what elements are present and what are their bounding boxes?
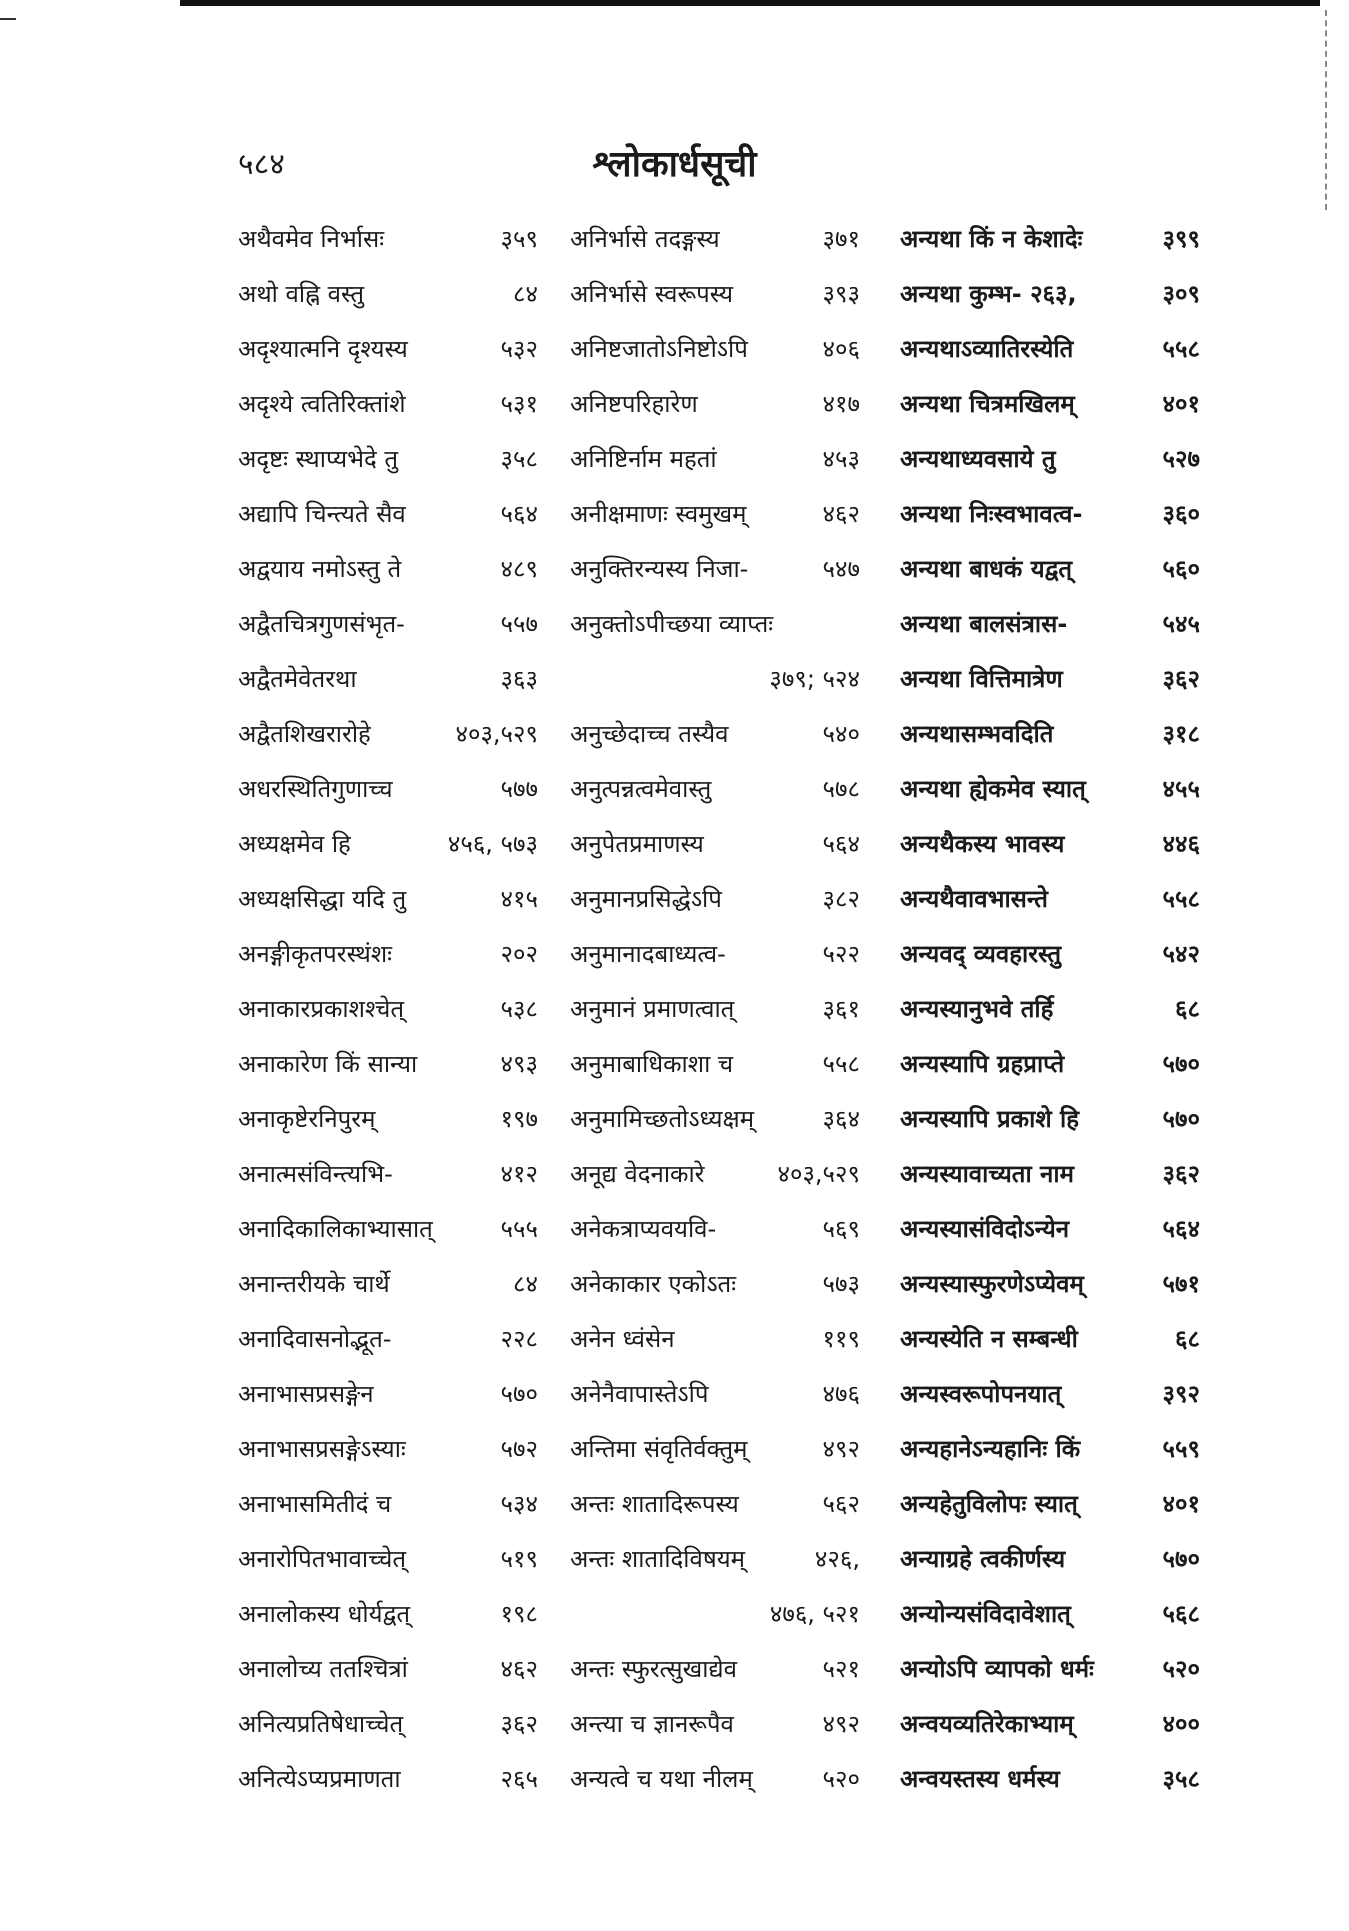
verse-text: अनिष्टिर्नाम महतां <box>570 445 717 473</box>
verse-text: अन्यथाऽव्यातिरस्येति <box>900 335 1074 363</box>
verse-text: अन्तः शातादिरूपस्य <box>570 1490 739 1518</box>
verse-text: अनिष्टजातोऽनिष्टोऽपि <box>570 335 748 363</box>
verse-text: अनेकत्राप्यवयवि- <box>570 1215 717 1243</box>
verse-text: अधरस्थितिगुणाच्च <box>238 775 393 803</box>
verse-text: अन्याग्रहे त्वकीर्णस्य <box>900 1545 1066 1573</box>
index-entry <box>900 1762 1200 1817</box>
index-entry <box>238 1267 538 1322</box>
verse-text: अन्यथासम्भवदिति <box>900 720 1054 748</box>
page-reference: ३६२ <box>500 1710 538 1738</box>
index-entry <box>570 1652 860 1707</box>
verse-text: अन्त्या च ज्ञानरूपैव <box>570 1710 734 1738</box>
index-entry <box>238 497 538 552</box>
page-reference: ५६४ <box>500 500 538 528</box>
index-entry <box>900 1542 1200 1597</box>
index-entry <box>238 442 538 497</box>
page-reference: ५४० <box>822 720 860 748</box>
index-entry <box>900 332 1200 387</box>
page-reference: ११९ <box>822 1325 860 1353</box>
index-entry <box>238 332 538 387</box>
index-entry <box>238 222 538 277</box>
index-entry <box>900 1322 1200 1377</box>
verse-text: अद्वयाय नमोऽस्तु ते <box>238 555 402 583</box>
index-entry <box>570 1762 860 1817</box>
verse-text: अन्यत्वे च यथा नीलम् <box>570 1765 753 1793</box>
index-entry <box>570 1267 860 1322</box>
page-reference: ३१८ <box>1162 720 1200 748</box>
index-entry <box>900 1432 1200 1487</box>
verse-text: अध्यक्षमेव हि <box>238 830 351 858</box>
verse-text: अन्यथा बाधकं यद्वत् <box>900 555 1073 583</box>
page-reference: ३६३ <box>500 665 538 693</box>
index-entry <box>570 1102 860 1157</box>
verse-text: अनान्तरीयके चार्थे <box>238 1270 390 1298</box>
verse-text: अन्तः स्फुरत्सुखाद्येव <box>570 1655 737 1683</box>
index-entry <box>570 277 860 332</box>
index-entry <box>900 992 1200 1047</box>
page-reference: ४१७ <box>822 390 860 418</box>
page-reference: ८४ <box>513 1270 538 1298</box>
verse-text: अन्वयस्तस्य धर्मस्य <box>900 1765 1060 1793</box>
index-entry <box>238 1322 538 1377</box>
index-entry <box>238 827 538 882</box>
verse-text: अनारोपितभावाच्चेत् <box>238 1545 407 1573</box>
page-reference: ४०३,५२९ <box>455 720 538 748</box>
page-reference: ५४७ <box>822 555 860 583</box>
index-entry <box>238 552 538 607</box>
index-entry <box>900 1652 1200 1707</box>
index-entry <box>570 1047 860 1102</box>
index-column-2 <box>570 222 860 1817</box>
verse-text: अनाकृष्टेरनिपुरम् <box>238 1105 376 1133</box>
verse-text: अनुमानं प्रमाणत्वात् <box>570 995 735 1023</box>
verse-text: अन्यस्येति न सम्बन्धी <box>900 1325 1078 1353</box>
index-entry <box>238 1102 538 1157</box>
page-reference: ४५६, ५७३ <box>447 830 538 858</box>
page-reference: ४०३,५२९ <box>777 1160 860 1188</box>
index-entry <box>570 662 860 717</box>
index-entry <box>900 607 1200 662</box>
verse-text: अनिर्भासे स्वरूपस्य <box>570 280 734 308</box>
page-reference: ३५८ <box>500 445 538 473</box>
page-reference: ५२० <box>1162 1655 1200 1683</box>
verse-text: अन्यथा निःस्वभावत्व- <box>900 500 1083 528</box>
page-reference: ८४ <box>513 280 538 308</box>
page-reference: ६८ <box>1175 995 1200 1023</box>
page-reference: ५५८ <box>822 1050 860 1078</box>
index-entry <box>570 1212 860 1267</box>
verse-text: अन्तः शातादिविषयम् <box>570 1545 745 1573</box>
index-entry <box>238 1762 538 1817</box>
verse-text: अनाभासमितीदं च <box>238 1490 392 1518</box>
verse-text: अन्यथा किं न केशादेः <box>900 225 1083 253</box>
verse-text: अनिष्टपरिहारेण <box>570 390 698 418</box>
index-entry <box>238 937 538 992</box>
page-reference: ५५८ <box>1162 335 1200 363</box>
verse-text: अनाकारप्रकाशश्चेत् <box>238 995 405 1023</box>
verse-text: अनुक्तिरन्यस्य निजा- <box>570 555 749 583</box>
verse-text: अन्यस्यासंविदोऽन्येन <box>900 1215 1070 1243</box>
index-entry <box>900 937 1200 992</box>
verse-text: अनालोकस्य धोर्यद्वत् <box>238 1600 411 1628</box>
index-entry <box>570 1157 860 1212</box>
page-reference: ३८२ <box>822 885 860 913</box>
page-number: ५८४ <box>238 147 285 182</box>
verse-text: अनुमानादबाध्यत्व- <box>570 940 726 968</box>
page-reference: ४१५ <box>500 885 538 913</box>
page-reference: ५३२ <box>500 335 538 363</box>
page-reference: ४७६, ५२१ <box>769 1600 860 1628</box>
verse-text: अन्तिमा संवृतिर्वक्तुम् <box>570 1435 748 1463</box>
verse-text: अदृष्टः स्थाप्यभेदे तु <box>238 445 399 473</box>
page-reference: २०२ <box>500 940 538 968</box>
page-reference: ५४५ <box>1162 610 1200 638</box>
verse-text: अन्यथा चित्रमखिलम् <box>900 390 1075 418</box>
index-entry <box>570 222 860 277</box>
page-reference: ५६८ <box>1162 1600 1200 1628</box>
page-reference: ४०० <box>1162 1710 1200 1738</box>
page-reference: ४४६ <box>1162 830 1200 858</box>
verse-text: अनादिकालिकाभ्यासात् <box>238 1215 433 1243</box>
page-reference: ५६९ <box>822 1215 860 1243</box>
page-reference: ३७१ <box>822 225 860 253</box>
page-reference: ५३८ <box>500 995 538 1023</box>
index-entry <box>570 882 860 937</box>
index-column-1 <box>238 222 538 1817</box>
page-reference: ४७६ <box>822 1380 860 1408</box>
index-entry <box>238 882 538 937</box>
page-reference: २६५ <box>500 1765 538 1793</box>
verse-text: अथैवमेव निर्भासः <box>238 225 385 253</box>
index-entry <box>238 1597 538 1652</box>
page-reference: ५२७ <box>1162 445 1200 473</box>
verse-text: अनाकारेण किं सान्या <box>238 1050 418 1078</box>
verse-text: अन्यहानेऽन्यहानिः किं <box>900 1435 1081 1463</box>
page-reference: ५३१ <box>500 390 538 418</box>
index-entry <box>570 1542 860 1597</box>
verse-text: अनुमानप्रसिद्धेऽपि <box>570 885 722 913</box>
verse-text: अन्योऽपि व्यापको धर्मः <box>900 1655 1094 1683</box>
index-entry <box>900 1047 1200 1102</box>
verse-text: अद्वैतमेवेतरथा <box>238 665 357 693</box>
page-reference: ४६२ <box>500 1655 538 1683</box>
verse-text: अनुच्छेदाच्च तस्यैव <box>570 720 729 748</box>
index-entry <box>570 442 860 497</box>
index-entry <box>900 387 1200 442</box>
verse-text: अनात्मसंविन्त्यभि- <box>238 1160 393 1188</box>
index-entry <box>238 607 538 662</box>
page-reference: ३६१ <box>822 995 860 1023</box>
verse-text: अनेनैवापास्तेऽपि <box>570 1380 709 1408</box>
page-reference: ३६० <box>1162 500 1200 528</box>
index-entry <box>570 827 860 882</box>
page-reference: ५५९ <box>1162 1435 1200 1463</box>
page-reference: ५७० <box>1162 1545 1200 1573</box>
verse-text: अनेकाकार एकोऽतः <box>570 1270 737 1298</box>
verse-text: अन्यथैकस्य भावस्य <box>900 830 1065 858</box>
page-reference: ४०६ <box>822 335 860 363</box>
verse-text: अन्यवद् व्यवहारस्तु <box>900 940 1062 968</box>
page-reference: ३५९ <box>500 225 538 253</box>
index-entry <box>570 552 860 607</box>
page-reference: ५२० <box>822 1765 860 1793</box>
page-reference: ५६४ <box>1162 1215 1200 1243</box>
verse-text: अनुपेतप्रमाणस्य <box>570 830 704 858</box>
verse-text: अन्यस्यापि ग्रहप्राप्ते <box>900 1050 1065 1078</box>
index-entry <box>238 992 538 1047</box>
page-reference: ३०९ <box>1162 280 1200 308</box>
corner-mark <box>0 18 16 20</box>
verse-text: अन्यथा बालसंत्रास- <box>900 610 1068 638</box>
verse-text: अन्यस्वरूपोपनयात् <box>900 1380 1062 1408</box>
page-reference: ४५३ <box>822 445 860 473</box>
verse-text: अनालोच्य ततश्चित्रां <box>238 1655 408 1683</box>
index-entry <box>238 387 538 442</box>
verse-text: अद्यापि चिन्त्यते सैव <box>238 500 406 528</box>
page-reference: ४१२ <box>500 1160 538 1188</box>
verse-text: अन्यहेतुविलोपः स्यात् <box>900 1490 1078 1518</box>
index-entry <box>900 772 1200 827</box>
index-entry <box>900 552 1200 607</box>
verse-text: अन्यथा वित्तिमात्रेण <box>900 665 1063 693</box>
page-reference: ५५७ <box>500 610 538 638</box>
index-entry <box>900 442 1200 497</box>
verse-text: अद्वैतचित्रगुणसंभृत- <box>238 610 405 638</box>
page-reference: ५७७ <box>500 775 538 803</box>
index-entry <box>900 717 1200 772</box>
index-entry <box>900 1157 1200 1212</box>
page-reference: ४५५ <box>1162 775 1200 803</box>
index-entry <box>570 937 860 992</box>
page-reference: ५२२ <box>822 940 860 968</box>
page-reference: ४८९ <box>500 555 538 583</box>
verse-text: अनिर्भासे तदङ्गस्य <box>570 225 720 253</box>
index-entry <box>900 662 1200 717</box>
index-entry <box>900 882 1200 937</box>
index-entry <box>570 992 860 1047</box>
index-entry <box>900 497 1200 552</box>
index-entry <box>900 222 1200 277</box>
page-reference: ५७२ <box>500 1435 538 1463</box>
verse-text: अन्यस्यास्फुरणेऽप्येवम् <box>900 1270 1084 1298</box>
page-reference: ३६२ <box>1162 1160 1200 1188</box>
index-entry <box>900 1487 1200 1542</box>
page-reference: ५७३ <box>822 1270 860 1298</box>
index-entry <box>238 1212 538 1267</box>
index-entry <box>238 662 538 717</box>
top-rule <box>180 0 1320 6</box>
verse-text: अन्यथा कुम्भ- २६३, <box>900 280 1077 308</box>
verse-text: अनुमाबाधिकाशा च <box>570 1050 734 1078</box>
page-reference: ४०१ <box>1162 390 1200 418</box>
verse-text: अनुक्तोऽपीच्छया व्याप्तः <box>570 610 774 638</box>
page-reference: १९७ <box>500 1105 538 1133</box>
page-reference: २२८ <box>500 1325 538 1353</box>
page-reference: ३७९; ५२४ <box>769 665 860 693</box>
verse-text: अनित्येऽप्यप्रमाणता <box>238 1765 401 1793</box>
page-reference: ५५८ <box>1162 885 1200 913</box>
index-entry <box>570 1377 860 1432</box>
index-entry <box>570 1707 860 1762</box>
index-entry <box>238 772 538 827</box>
index-entry <box>900 1707 1200 1762</box>
verse-text: अद्वैतशिखरारोहे <box>238 720 371 748</box>
verse-text: अन्यस्यापि प्रकाशे हि <box>900 1105 1079 1133</box>
index-entry <box>900 1377 1200 1432</box>
verse-text: अन्यथाध्यवसाये तु <box>900 445 1056 473</box>
verse-text: अनङ्गीकृतपरस्थंशः <box>238 940 392 968</box>
index-entry <box>570 717 860 772</box>
verse-text: अन्यथैवावभासन्ते <box>900 885 1048 913</box>
index-entry <box>238 1157 538 1212</box>
page-reference: ४२६, <box>814 1545 860 1573</box>
page-reference: ५१९ <box>500 1545 538 1573</box>
index-entry <box>570 1322 860 1377</box>
index-entry <box>900 1102 1200 1157</box>
verse-text: अन्यस्यावाच्यता नाम <box>900 1160 1074 1188</box>
verse-text: अनाभासप्रसङ्गेन <box>238 1380 374 1408</box>
page-reference: ६८ <box>1175 1325 1200 1353</box>
index-entry <box>238 1652 538 1707</box>
index-entry <box>570 607 860 662</box>
verse-text: अदृश्यात्मनि दृश्यस्य <box>238 335 408 363</box>
verse-text: अन्यस्यानुभवे तर्हि <box>900 995 1054 1023</box>
index-entry <box>570 772 860 827</box>
index-entry <box>238 1542 538 1597</box>
verse-text: अनादिवासनोद्भूत- <box>238 1325 392 1353</box>
index-entry <box>238 277 538 332</box>
page-reference: ४९२ <box>822 1435 860 1463</box>
page-title: श्लोकार्धसूची <box>592 144 757 185</box>
page-reference: ३९२ <box>1162 1380 1200 1408</box>
page-reference: ५६० <box>1162 555 1200 583</box>
page-reference: ३९९ <box>1162 225 1200 253</box>
verse-text: अनीक्षमाणः स्वमुखम् <box>570 500 747 528</box>
index-entry <box>238 717 538 772</box>
index-entry <box>900 1597 1200 1652</box>
page-reference: ३९३ <box>822 280 860 308</box>
index-entry <box>570 1487 860 1542</box>
index-entry <box>238 1377 538 1432</box>
page-reference: ४०१ <box>1162 1490 1200 1518</box>
index-entry <box>900 1212 1200 1267</box>
page-reference: ५७१ <box>1162 1270 1200 1298</box>
index-entry <box>900 277 1200 332</box>
verse-text: अनूद्य वेदनाकारे <box>570 1160 705 1188</box>
verse-text: अनुमामिच्छतोऽध्यक्षम् <box>570 1105 755 1133</box>
page-reference: ५६४ <box>822 830 860 858</box>
page-reference: ५२१ <box>822 1655 860 1683</box>
page-reference: ५५५ <box>500 1215 538 1243</box>
index-entry <box>238 1487 538 1542</box>
verse-text: अध्यक्षसिद्धा यदि तु <box>238 885 407 913</box>
index-column-3 <box>900 222 1200 1817</box>
page-reference: ४९३ <box>500 1050 538 1078</box>
page-reference: ३५८ <box>1162 1765 1200 1793</box>
page-reference: ५६२ <box>822 1490 860 1518</box>
index-entry <box>238 1432 538 1487</box>
page-reference: ३६२ <box>1162 665 1200 693</box>
verse-text: अन्वयव्यतिरेकाभ्याम् <box>900 1710 1074 1738</box>
verse-text: अनित्यप्रतिषेधाच्चेत् <box>238 1710 404 1738</box>
verse-text: अन्योन्यसंविदावेशात् <box>900 1600 1071 1628</box>
page-reference: ५३४ <box>500 1490 538 1518</box>
page-reference: ३६४ <box>822 1105 860 1133</box>
verse-text: अनेन ध्वंसेन <box>570 1325 675 1353</box>
page-reference: ५४२ <box>1162 940 1200 968</box>
index-entry <box>570 497 860 552</box>
verse-text: अदृश्ये त्वतिरिक्तांशे <box>238 390 406 418</box>
index-entry <box>900 1267 1200 1322</box>
index-entry <box>570 332 860 387</box>
page-reference: ५७० <box>1162 1105 1200 1133</box>
index-entry <box>570 387 860 442</box>
page-reference: ५७० <box>500 1380 538 1408</box>
verse-text: अन्यथा ह्येकमेव स्यात् <box>900 775 1086 803</box>
verse-text: अथो वह्नि वस्तु <box>238 280 364 308</box>
page-reference: ४९२ <box>822 1710 860 1738</box>
index-entry <box>238 1707 538 1762</box>
page-reference: ५७० <box>1162 1050 1200 1078</box>
page-reference: ५७८ <box>822 775 860 803</box>
verse-text: अनुत्पन्नत्वमेवास्तु <box>570 775 712 803</box>
page-reference: ४६२ <box>822 500 860 528</box>
index-entry <box>900 827 1200 882</box>
index-entry <box>238 1047 538 1102</box>
index-entry <box>570 1597 860 1652</box>
verse-text: अनाभासप्रसङ्गेऽस्याः <box>238 1435 406 1463</box>
page-reference: १९८ <box>500 1600 538 1628</box>
index-entry <box>570 1432 860 1487</box>
